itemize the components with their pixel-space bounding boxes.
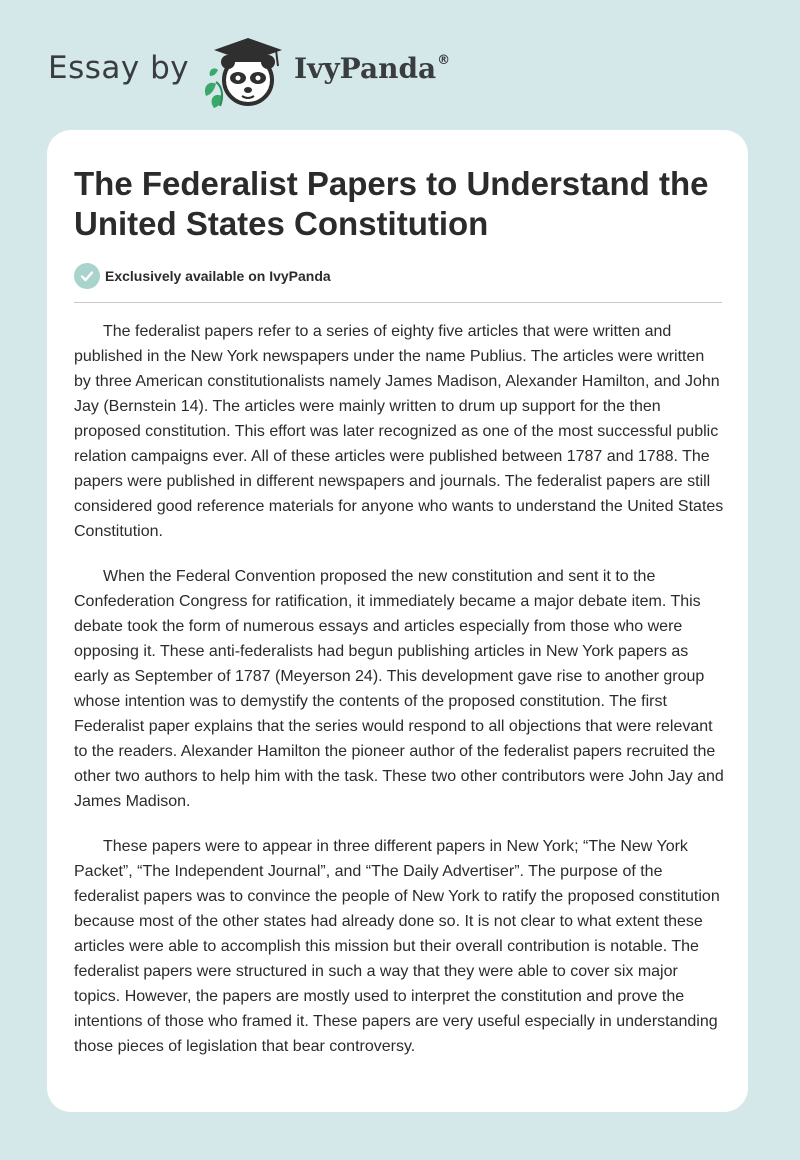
paragraph: The federalist papers refer to a series of eighty five articles that were written and published in the New York newspapers under the name Publius. The articles were written by three American constitutionalists namely James Madison, Alexander Hamilton, and John Jay (Bernstein 14). The articles were mainly written to drum up support for the then proposed constitution. This effort was later recognized as one of the most successful public relation campaigns ever. All of these articles were published between 1787 and 1788. The papers were published in different newspapers and journals. The federalist papers are still considered good reference materials for anyone who wants to understand the United States Constitution. <box>74 323 724 540</box>
brand-header[interactable] <box>48 30 508 110</box>
badge-text: Exclusively available on IvyPanda <box>105 268 331 284</box>
article-card <box>47 130 748 1112</box>
article-body <box>74 319 724 1079</box>
exclusive-badge <box>74 263 331 289</box>
check-circle-icon <box>74 263 100 289</box>
registered-mark: ® <box>437 53 451 68</box>
paragraph: When the Federal Convention proposed the new constitution and sent it to the Confederation Congress for ratification, it immediately became a major debate item. This debate took the form of numerous essays and articles especially from those who were opposing it. These anti-federalists had begun publishing articles in New York papers as early as September of 1787 (Meyerson 24). This development gave rise to another group whose intention was to demystify the contents of the proposed constitution. The first Federalist paper explains that the series would respond to all objections that were relevant to the readers. Alexander Hamilton the pioneer author of the federalist papers recruited the other two authors to help him with the task. These two other contributors were John Jay and James Madison. <box>74 568 724 810</box>
paragraph: These papers were to appear in three different papers in New York; “The New York Packet”, “The Independent Journal”, and “The Daily Advertiser”. The purpose of the federalist papers was to convince the people of New York to ratify the proposed constitution because most of the other states had already done so. It is not clear to what extent these articles were able to accomplish this mission but their overall contribution is notable. The federalist papers were structured in such a way that they were able to cover six major topics. However, the papers are mostly used to interpret the constitution and prove the intentions of those who framed it. These papers are very useful especially in understanding those pieces of legislation that bear controversy. <box>74 838 720 1055</box>
brand-name: IvyPanda® <box>294 52 451 85</box>
panda-logo-icon <box>200 36 290 108</box>
leaf-icon <box>205 68 222 108</box>
article-title: The Federalist Papers to Understand the United States Constitution <box>74 165 709 242</box>
divider <box>74 302 722 303</box>
brand-prefix: Essay by <box>48 50 190 86</box>
